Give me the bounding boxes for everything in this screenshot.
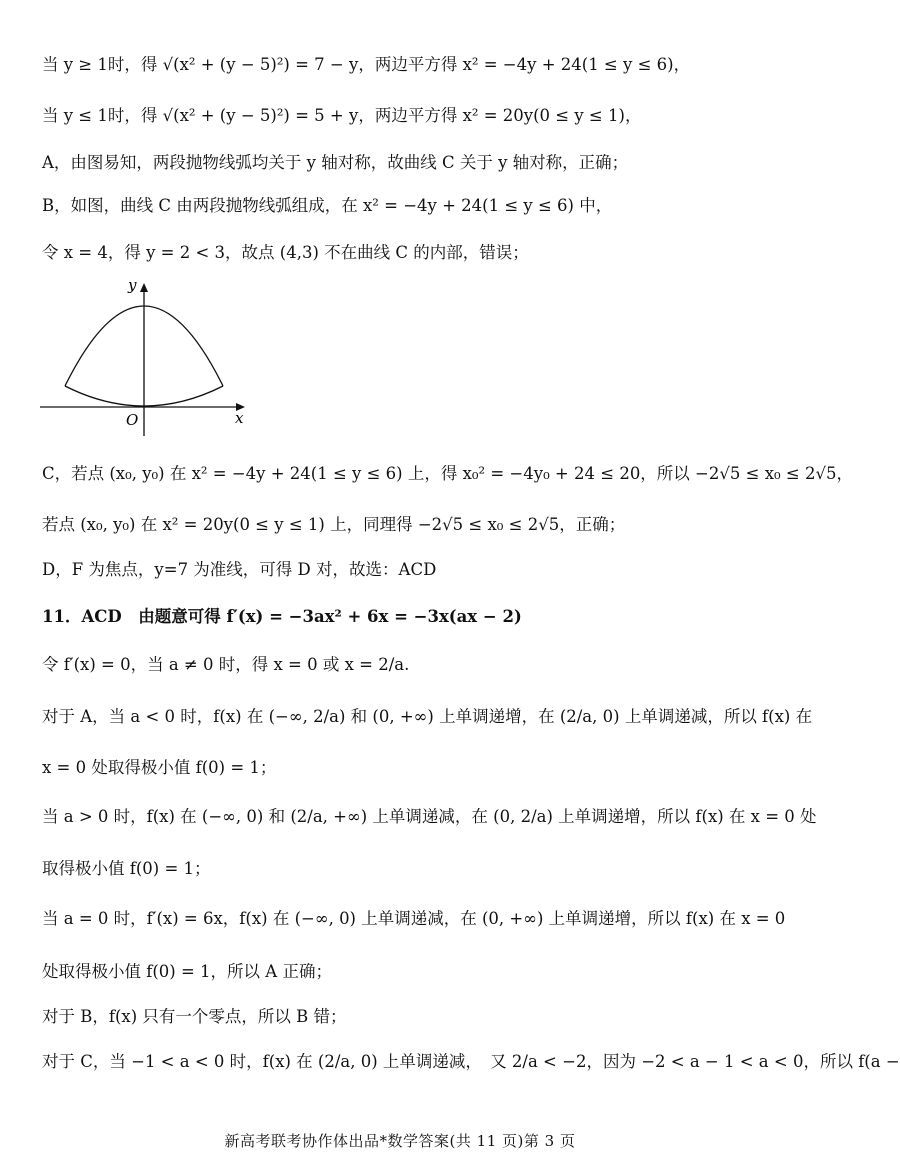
origin-label: O xyxy=(126,411,139,429)
line-1: 当 y ≥ 1时，得 √(x² + (y − 5)²) = 7 − y，两边平方得 x² = −4y + 24(1 ≤ y ≤ 6)， xyxy=(42,55,691,74)
line-4: B，如图，曲线 C 由两段抛物线弧组成，在 x² = −4y + 24(1 ≤ y ≤ 6) 中， xyxy=(42,196,613,215)
y-axis-label: y xyxy=(128,276,137,294)
line-8: D，F 为焦点，y=7 为准线，可得 D 对，故选：ACD xyxy=(42,560,437,579)
line-13: 当 a > 0 时，f(x) 在 (−∞, 0) 和 (2/a, +∞) 上单调递减，在 (0, 2/a) 上单调递增，所以 f(x) 在 x = 0 处 xyxy=(42,807,817,826)
line-6: C，若点 (x₀, y₀) 在 x² = −4y + 24(1 ≤ y ≤ 6) 上，得 x₀² = −4y₀ + 24 ≤ 20，所以 −2√5 ≤ x₀ ≤ 2√5， xyxy=(42,464,853,483)
x-axis-label: x xyxy=(235,409,244,427)
line-16: 处取得极小值 f(0) = 1，所以 A 正确； xyxy=(42,962,332,981)
y-axis-arrow-icon xyxy=(140,283,148,292)
line-11: 对于 A，当 a < 0 时，f(x) 在 (−∞, 2/a) 和 (0, +∞) 上单调递增，在 (2/a, 0) 上单调递减，所以 f(x) 在 xyxy=(42,707,813,726)
line-7: 若点 (x₀, y₀) 在 x² = 20y(0 ≤ y ≤ 1) 上，同理得 −2√5 ≤ x₀ ≤ 2√5，正确； xyxy=(42,515,626,534)
line-2: 当 y ≤ 1时，得 √(x² + (y − 5)²) = 5 + y，两边平方得 x² = 20y(0 ≤ y ≤ 1)， xyxy=(42,106,642,125)
line-12: x = 0 处取得极小值 f(0) = 1； xyxy=(42,758,277,777)
line-5: 令 x = 4，得 y = 2 < 3，故点 (4,3) 不在曲线 C 的内部，错误； xyxy=(42,243,529,262)
parabola-figure xyxy=(38,276,258,446)
line-15: 当 a = 0 时，f′(x) = 6x，f(x) 在 (−∞, 0) 上单调递减，在 (0, +∞) 上单调递增，所以 f(x) 在 x = 0 xyxy=(42,909,786,928)
line-14: 取得极小值 f(0) = 1； xyxy=(42,859,211,878)
page-footer: 新高考联考协作体出品*数学答案(共 11 页)第 3 页 xyxy=(224,1132,576,1150)
line-3: A，由图易知，两段抛物线弧均关于 y 轴对称，故曲线 C 关于 y 轴对称，正确； xyxy=(42,153,629,172)
line-9: 11．ACD 由题意可得 f′(x) = −3ax² + 6x = −3x(ax − 2) xyxy=(42,607,522,626)
line-10: 令 f′(x) = 0，当 a ≠ 0 时，得 x = 0 或 x = 2/a. xyxy=(42,655,410,674)
line-17: 对于 B，f(x) 只有一个零点，所以 B 错； xyxy=(42,1007,347,1026)
line-18: 对于 C，当 −1 < a < 0 时，f(x) 在 (2/a, 0) 上单调递减， 又 2/a < −2，因为 −2 < a − 1 < a < 0，所以 f(a − xyxy=(42,1052,900,1071)
